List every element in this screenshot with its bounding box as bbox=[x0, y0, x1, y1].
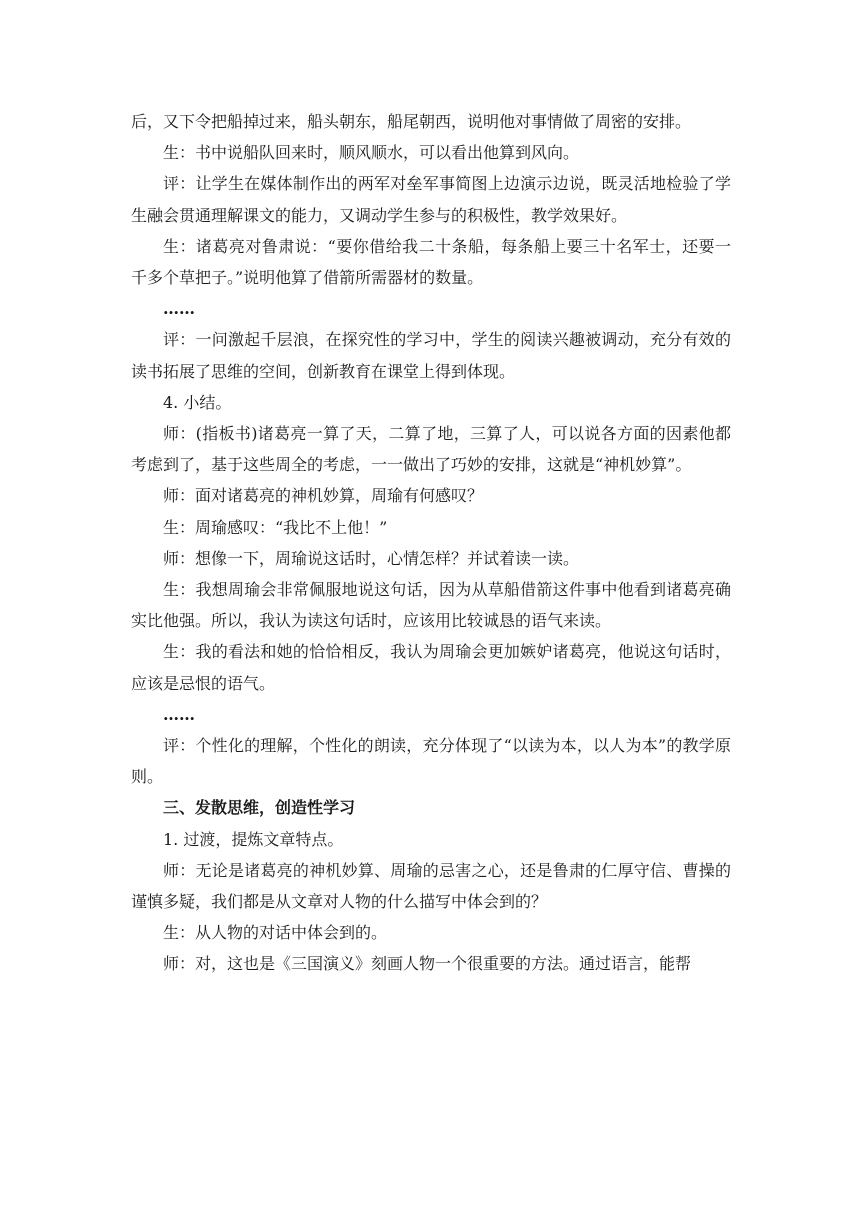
paragraph-continuation: 后，又下令把船掉过来，船头朝东，船尾朝西，说明他对事情做了周密的安排。 bbox=[131, 112, 692, 131]
paragraph-student: 生：诸葛亮对鲁肃说：“要你借给我二十条船，每条船上要三十名军士，还要一千多个草把子。”说明他算了借箭所需器材的数量。 bbox=[131, 236, 731, 288]
section-heading: 三、发散思维，创造性学习 bbox=[163, 798, 356, 818]
paragraph-comment: 评：一问激起千层浪，在探究性的学习中，学生的阅读兴趣被调动，充分有效的读书拓展了思维的空间，创新教育在课堂上得到体现。 bbox=[131, 330, 731, 381]
paragraph-teacher: 师：无论是诸葛亮的神机妙算、周瑜的忌害之心，还是鲁肃的仁厚守信、曹操的谨慎多疑，我们都是从文章对人物的什么描写中体会到的？ bbox=[131, 860, 731, 912]
paragraph-teacher: 师：(指板书)诸葛亮一算了天，二算了地，三算了人，可以说各方面的因素他都考虑到了，基于这些周全的考虑，一一做出了巧妙的安排，这就是“神机妙算”。 bbox=[131, 424, 731, 475]
paragraph-student: 生：从人物的对话中体会到的。 bbox=[163, 923, 388, 943]
paragraph-comment: 评：个性化的理解，个性化的朗读，充分体现了“以读为本，以人为本”的教学原则。 bbox=[131, 736, 731, 787]
paragraph-comment: 评：让学生在媒体制作出的两军对垒军事简图上边演示边说，既灵活地检验了学生融会贯通理解课文的能力，又调动学生参与的积极性，教学效果好。 bbox=[131, 174, 731, 225]
paragraph-teacher: 师：想像一下，周瑜说这话时，心情怎样？并试着读一读。 bbox=[163, 548, 580, 568]
paragraph-step-summary: 4. 小结。 bbox=[163, 392, 232, 412]
paragraph-teacher: 师：面对诸葛亮的神机妙算，周瑜有何感叹？ bbox=[163, 486, 484, 506]
paragraph-ellipsis: …… bbox=[163, 299, 195, 319]
paragraph-student: 生：我想周瑜会非常佩服地说这句话，因为从草船借箭这件事中他看到诸葛亮确实比他强。所以，我认为读这句话时，应该用比较诚恳的语气来读。 bbox=[131, 580, 731, 631]
paragraph-teacher: 师：对，这也是《三国演义》刻画人物一个很重要的方法。通过语言，能帮 bbox=[163, 954, 692, 974]
paragraph-step-transition: 1. 过渡，提炼文章特点。 bbox=[163, 829, 344, 849]
paragraph-ellipsis: …… bbox=[163, 704, 195, 724]
paragraph-student: 生：周瑜感叹：“我比不上他！” bbox=[163, 517, 388, 537]
document-body bbox=[131, 106, 731, 980]
paragraph-student: 生：我的看法和她的恰恰相反，我认为周瑜会更加嫉妒诸葛亮，他说这句话时，应该是忌恨的语气。 bbox=[131, 642, 731, 693]
paragraph-student: 生：书中说船队回来时，顺风顺水，可以看出他算到风向。 bbox=[163, 143, 580, 163]
